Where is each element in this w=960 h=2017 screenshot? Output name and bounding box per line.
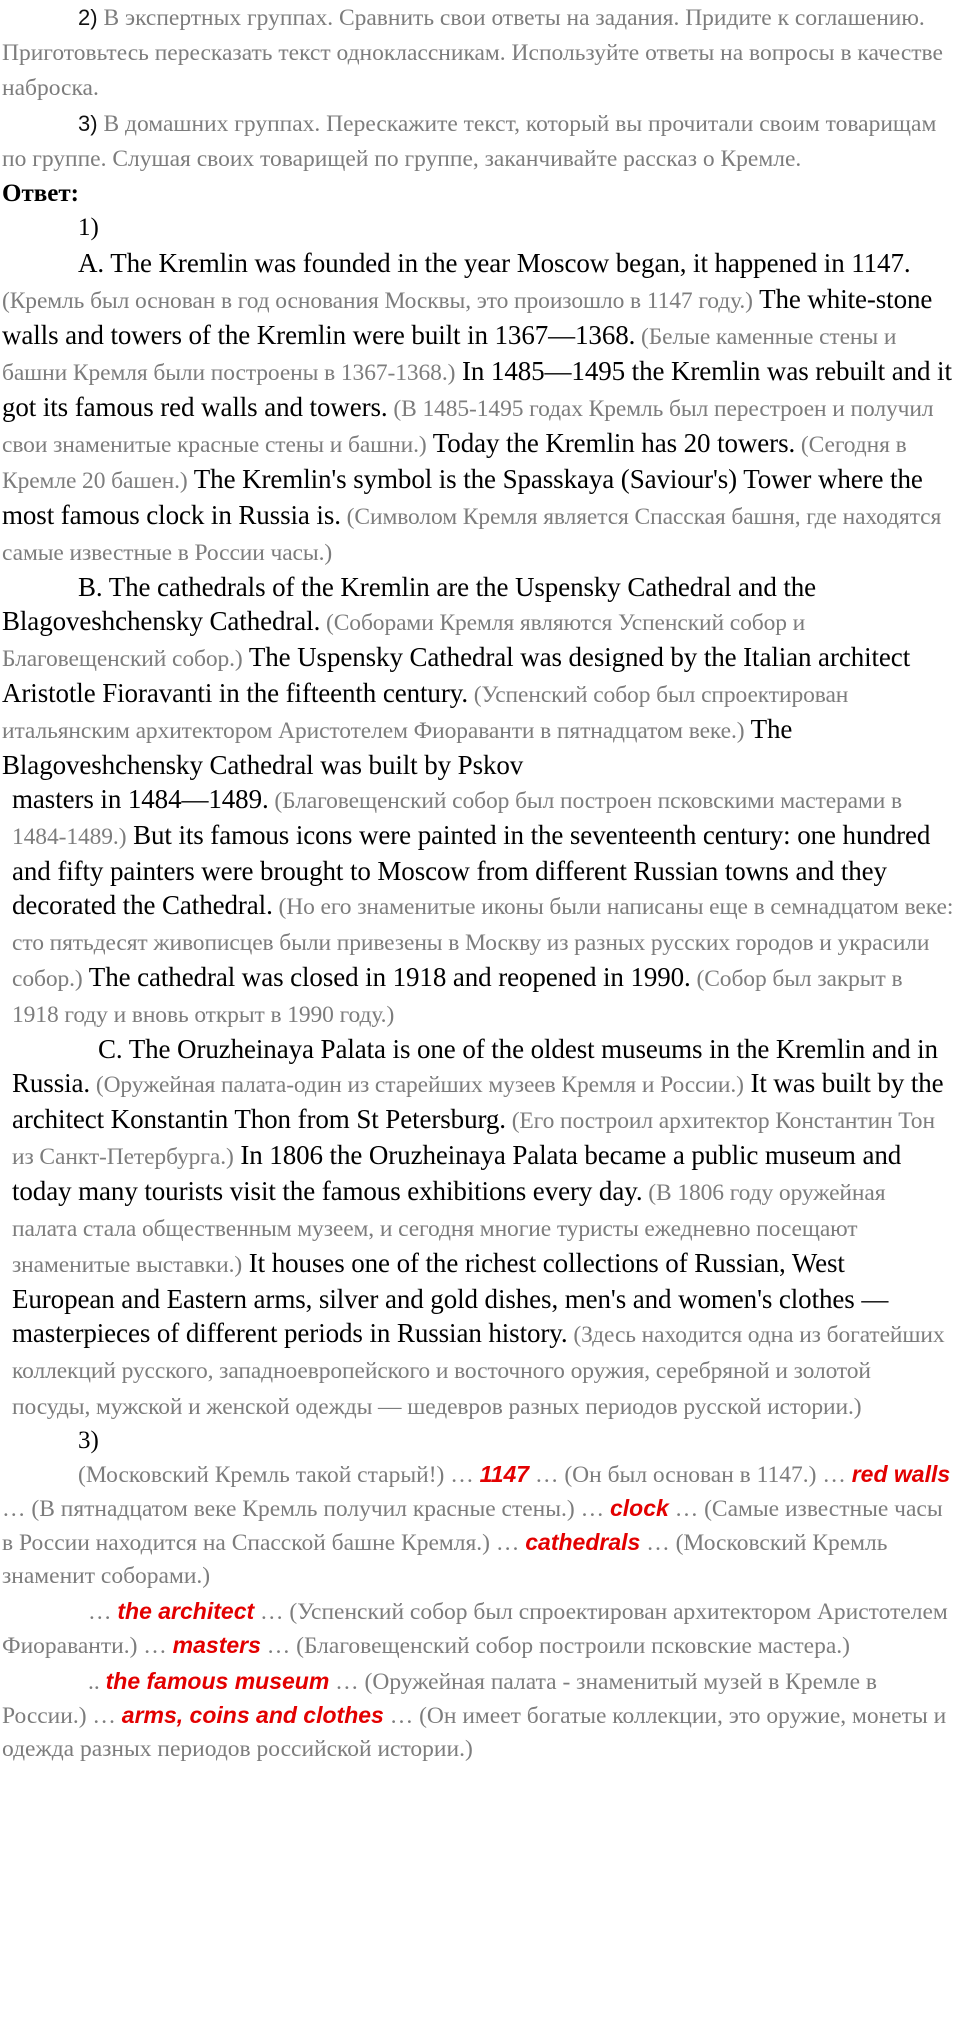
sentence-en: A. The Kremlin was founded in the year Moscow began, it happened in 1147.: [78, 248, 911, 278]
sentence-en: masters in 1484—1489.: [12, 784, 269, 814]
step-text: В домашних группах. Перескажите текст, который вы прочитали своим товарищам по группе. Слушая своих товарищей по группе, заканчивайте рассказ о Кремле.: [2, 111, 937, 172]
keyword-highlight: arms, coins and clothes: [121, 1702, 384, 1728]
sentence-en: B. The cathedrals of the Kremlin are the Uspensky Cathedral and the Blagoveshchensky Cathedral.: [2, 572, 817, 636]
sentence-ru: (Белые каменные стены и башни Кремля были построены в 1367-1368.): [2, 324, 897, 386]
part3-text: … (В пятнадцатом веке Кремль получил красные стены.) …: [2, 1496, 610, 1522]
sentence-ru: (Сегодня в Кремле 20 башен.): [2, 432, 907, 494]
part1-label: 1): [78, 214, 99, 241]
task-step-2: [2, 0, 954, 106]
sentence-ru: (Оружейная палата-один из старейших музеев Кремля и России.): [90, 1072, 744, 1098]
sentence-en: It was built by the architect Konstantin Thon from St Petersburg.: [12, 1068, 944, 1134]
part3-text: … (Оружейная палата - знаменитый музей в Кремле в России.) …: [2, 1669, 878, 1729]
keyword-highlight: red walls: [851, 1461, 951, 1487]
sentence-ru: (В 1485-1495 годах Кремль был перестроен и получил свои знаменитые красные стены и башни.): [2, 396, 934, 458]
sentence-en: C. The Oruzheinaya Palata is one of the oldest museums in the Kremlin and in Russia.: [12, 1034, 938, 1098]
answer-label: Ответ:: [2, 180, 79, 207]
part3-text: …: [88, 1599, 118, 1625]
sentence-en: In 1806 the Oruzheinaya Palata became a public museum and today many tourists visit the famous exhibitions every day.: [12, 1140, 902, 1206]
sentence-ru: (Здесь находится одна из богатейших коллекций русского, западноевропейского и восточного оружия, серебряной и золотой посуды, мужской и женской одежды — шедевров разных периодов русской истории.): [12, 1322, 945, 1420]
sentence-ru: (Его построил архитектор Константин Тон из Санкт-Петербурга.): [12, 1108, 935, 1170]
sentence-en: The Kremlin's symbol is the Spasskaya (Saviour's) Tower where the most famous clock in Russia is.: [2, 464, 923, 530]
task-step-3: [2, 106, 954, 177]
part3-text: … (Он имеет богатые коллекции, это оружие, монеты и одежда разных периодов российской истории.): [2, 1703, 947, 1762]
sentence-en: The Uspensky Cathedral was designed by the Italian architect Aristotle Fioravanti in the fifteenth century.: [2, 642, 911, 708]
step-number: 3): [78, 111, 98, 136]
keyword-highlight: clock: [609, 1495, 669, 1521]
part3-paragraph-2: [2, 1595, 954, 1663]
part3-text: (Московский Кремль такой старый!) …: [78, 1462, 480, 1488]
sentence-ru: (Благовещенский собор был построен псковскими мастерами в 1484-1489.): [12, 788, 903, 850]
part3-text: … (Самые известные часы в России находится на Спасской башне Кремля.) …: [2, 1496, 943, 1556]
sentence-en: But its famous icons were painted in the seventeenth century: one hundred and fifty painters were brought to Moscow from different Russian towns and they decorated the Cathedral.: [12, 820, 931, 920]
sentence-ru: (Кремль был основан в год основания Москвы, это произошло в 1147 году.): [2, 288, 753, 314]
part3-text: ..: [88, 1669, 106, 1695]
sentence-ru: (В 1806 году оружейная палата стала общественным музеем, и сегодня многие туристы ежедневно посещают знаменитые выставки.): [12, 1180, 886, 1278]
step-number: 2): [78, 5, 98, 30]
paragraph-b: [2, 570, 954, 782]
part3-text: … (Успенский собор был спроектирован архитектором Аристотелем Фиораванти.) …: [2, 1599, 948, 1659]
sentence-en: Today the Kremlin has 20 towers.: [426, 428, 796, 458]
keyword-highlight: 1147: [479, 1461, 530, 1487]
sentence-en: The cathedral was closed in 1918 and reopened in 1990.: [82, 962, 691, 992]
sentence-en: The white-stone walls and towers of the Kremlin were built in 1367—1368.: [2, 284, 933, 350]
keyword-highlight: cathedrals: [525, 1529, 641, 1555]
part3-text: … (Благовещенский собор построили псковские мастера.): [260, 1633, 850, 1659]
part3-text: … (Он был основан в 1147.) …: [529, 1462, 852, 1488]
part3-text: … (Московский Кремль знаменит соборами.): [2, 1530, 888, 1589]
paragraph-b-continued: [2, 782, 954, 1032]
sentence-ru: (Символом Кремля является Спасская башня, где находятся самые известные в России часы.): [2, 504, 942, 566]
sentence-ru: (Успенский собор был спроектирован итальянским архитектором Аристотелем Фиораванти в пятнадцатом веке.): [2, 682, 849, 744]
keyword-highlight: the famous museum: [105, 1668, 330, 1694]
paragraph-c: [2, 1032, 954, 1424]
sentence-en: The Blagoveshchensky Cathedral was built by Pskov: [2, 714, 793, 780]
keyword-highlight: the architect: [117, 1598, 255, 1624]
sentence-en: It houses one of the richest collections of Russian, West European and Eastern arms, silver and gold dishes, men's and women's clothes — masterpieces of different periods in Russian history.: [12, 1248, 889, 1348]
sentence-ru: (Собор был закрыт в 1918 году и вновь открыт в 1990 году.): [12, 966, 903, 1028]
sentence-ru: (Соборами Кремля являются Успенский собор и Благовещенский собор.): [2, 610, 806, 672]
paragraph-a: [2, 246, 954, 570]
part3-label: 3): [78, 1427, 99, 1454]
sentence-en: In 1485—1495 the Kremlin was rebuilt and it got its famous red walls and towers.: [2, 356, 952, 422]
sentence-ru: (Но его знаменитые иконы были написаны еще в семнадцатом веке: сто пятьдесят живописцев были привезены в Москву из разных русских городов и украсили собор.): [12, 894, 954, 992]
part3-paragraph-1: [2, 1458, 954, 1593]
keyword-highlight: masters: [172, 1632, 261, 1658]
step-text: В экспертных группах. Сравнить свои ответы на задания. Придите к соглашению. Приготовьтесь пересказать текст одноклассникам. Используйте ответы на вопросы в качестве наброска.: [2, 5, 943, 101]
part3-paragraph-3: [2, 1665, 954, 1766]
